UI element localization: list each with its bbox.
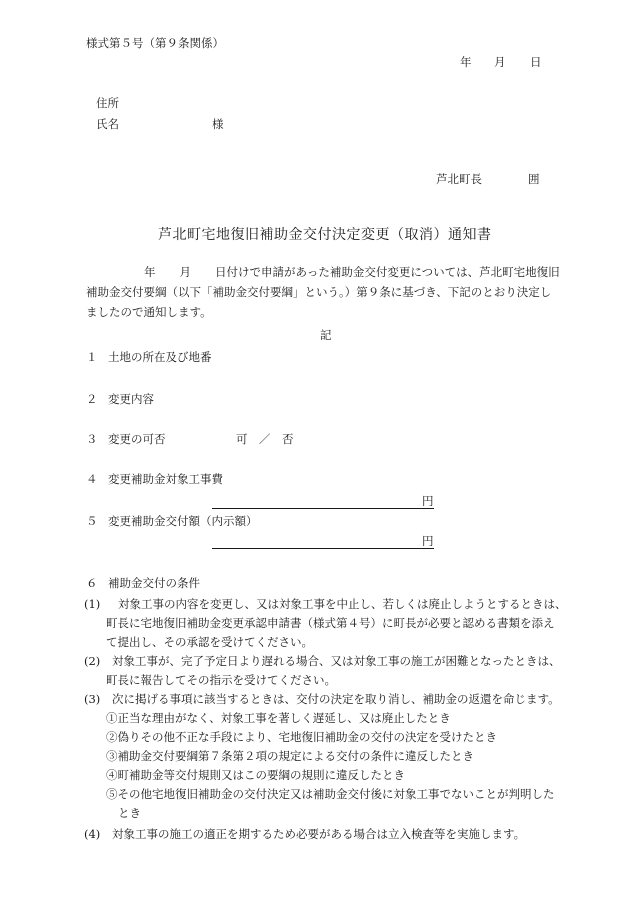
item-1-label: 土地の所在及び地番 [108,350,212,364]
condition-2-line-2: 町長に報告してその指示を受けてください。 [106,673,336,687]
date-year-label: 年 [460,55,472,69]
document-title: 芦北町宅地復旧補助金交付決定変更（取消）通知書 [158,227,492,243]
condition-1-line-2: 町長に宅地復旧補助金変更承認申請書（様式第４号）に町長が必要と認める書類を添え [106,616,555,630]
condition-1-number: (1) [84,597,101,611]
condition-3-number: (3) [84,692,101,706]
item-5-unit: 円 [422,534,434,548]
intro-line-1 [86,262,586,282]
item-2-number: ２ [86,392,98,406]
intro-rest: 日付けで申請があった補助金交付変更については、芦北町宅地復旧 [215,265,560,279]
issuer-title: 芦北町長 [436,172,482,186]
condition-4-number: (4) [84,827,101,841]
name-label: 氏名 [96,117,119,131]
condition-3-sub-1: ①正当な理由がなく、対象工事を著しく遅延し、又は廃止したとき [106,711,451,725]
item-2-label: 変更内容 [108,392,154,406]
item-6-number: ６ [86,576,98,590]
intro-line-2: 補助金交付要綱（以下「補助金交付要綱」という。）第９条に基づき、下記のとおり決定し [86,285,552,299]
condition-3-sub-3: ③補助金交付要綱第７条第２項の規定による交付の条件に違反したとき [106,749,474,763]
condition-3-sub-2: ②偽りその他不正な手段により、宅地復旧補助金の交付の決定を受けたとき [106,730,497,744]
item-5-label: 変更補助金交付額（内示額） [108,514,258,528]
item-6-label: 補助金交付の条件 [108,576,200,590]
condition-3-sub-5-line-2: とき [118,806,141,820]
date-month-label: 月 [494,55,506,69]
item-3-label: 変更の可否 [108,432,166,446]
condition-3-line-1: 次に掲げる事項に該当するときは、交付の決定を取り消し、補助金の返還を命じます。 [112,692,560,706]
intro-line-3: ましたので通知します。 [86,305,212,319]
condition-1-line-1: 対象工事の内容を変更し、又は対象工事を中止し、若しくは廃止しようとするときは、 [118,597,567,611]
item-5-amount-line [212,548,434,549]
item-1-number: １ [86,350,98,364]
ki-heading: 記 [320,328,332,342]
condition-3-sub-4: ④町補助金等交付規則又はこの要綱の規則に違反したとき [106,768,405,782]
honorific: 様 [212,117,224,131]
item-3-number: ３ [86,432,98,446]
item-4-unit: 円 [422,494,434,508]
intro-month: 月 [179,265,191,279]
condition-3-sub-5-line-1: ⑤その他宅地復旧補助金の交付決定又は補助金交付後に対象工事でないことが判明した [106,787,555,801]
item-4-amount-line [212,508,434,509]
condition-1-line-3: て提出し、その承認を受けてください。 [106,635,313,649]
intro-paragraph [86,262,586,322]
item-5-number: ５ [86,514,98,528]
item-4-label: 変更補助金対象工事費 [108,472,223,486]
condition-4-line-1: 対象工事の施工の適正を期するため必要がある場合は立入検査等を実施します。 [112,827,526,841]
intro-year: 年 [144,265,156,279]
condition-2-number: (2) [84,654,101,668]
form-number: 様式第５号（第９条関係） [86,36,224,50]
item-4-number: ４ [86,472,98,486]
address-label: 住所 [96,96,119,110]
seal-mark: 囲 [528,172,540,186]
date-day-label: 日 [530,55,542,69]
approval-choice: 可 ／ 否 [236,432,294,446]
condition-2-line-1: 対象工事が、完了予定日より遅れる場合、又は対象工事の施工が困難となったときは、 [112,654,561,668]
